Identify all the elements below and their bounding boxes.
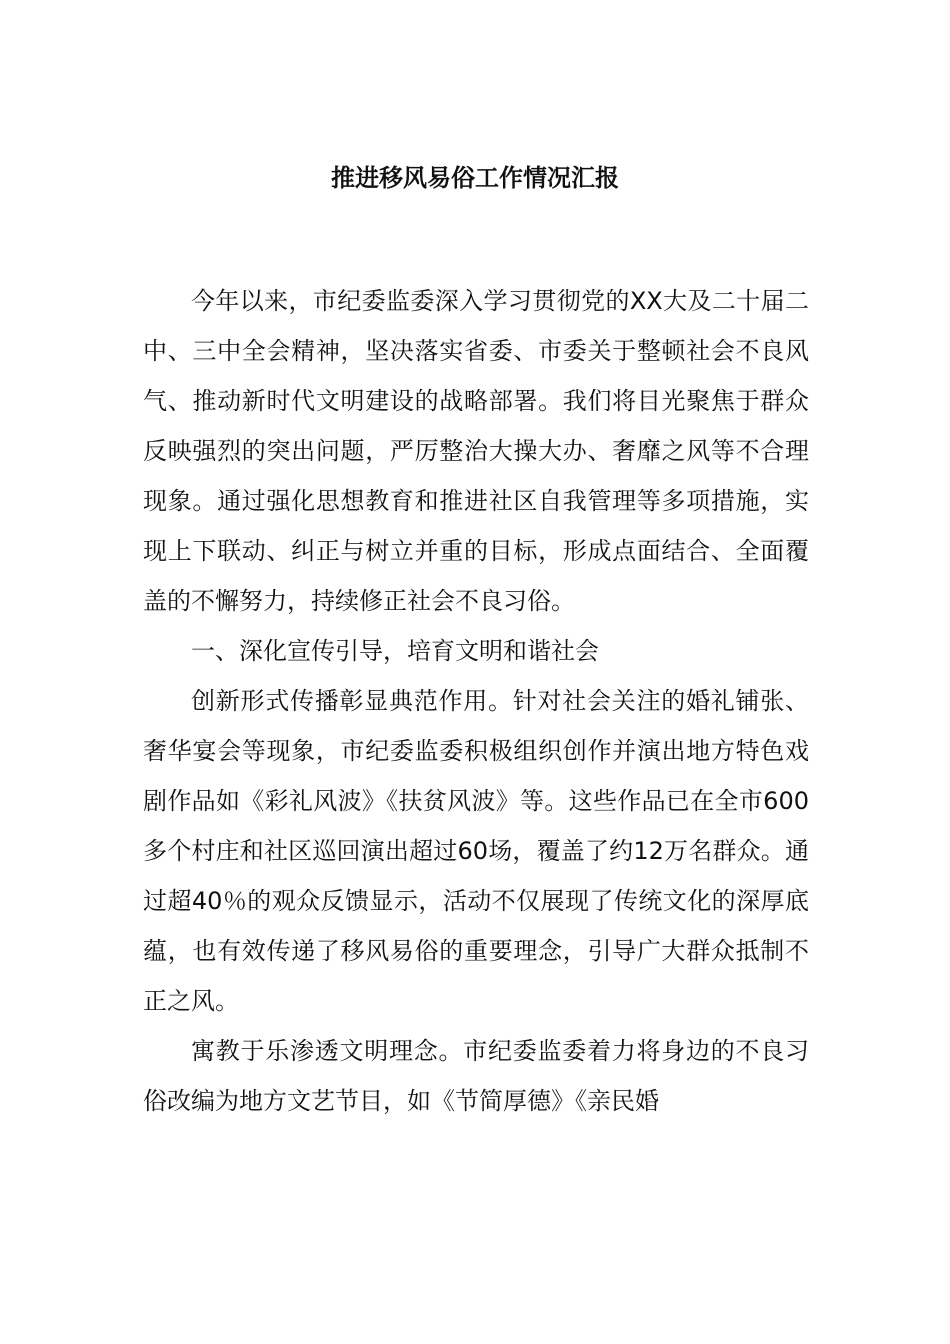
paragraph-intro: 今年以来，市纪委监委深入学习贯彻党的XX大及二十届二中、三中全会精神，坚决落实省委、市委关于整顿社会不良风气、推动新时代文明建设的战略部署。我们将目光聚焦于群众反映强烈的突出问题，严厉整治大操大办、奢靡之风等不合理现象。通过强化思想教育和推进社区自我管理等多项措施，实现上下联动、纠正与树立并重的目标，形成点面结合、全面覆盖的不懈努力，持续修正社会不良习俗。	[143, 287, 809, 615]
paragraph-publicity: 创新形式传播彰显典范作用。针对社会关注的婚礼铺张、奢华宴会等现象，市纪委监委积极组织创作并演出地方特色戏剧作品如《彩礼风波》《扶贫风波》等。这些作品已在全市600多个村庄和社区巡回演出超过60场，覆盖了约12万名群众。通过超40％的观众反馈显示，活动不仅展现了传统文化的深厚底蕴，也有效传递了移风易俗的重要理念，引导广大群众抵制不正之风。	[143, 687, 809, 1015]
section-heading-1: 一、深化宣传引导，培育文明和谐社会	[191, 637, 599, 665]
document-body	[143, 276, 809, 1126]
paragraph-entertainment: 寓教于乐渗透文明理念。市纪委监委着力将身边的不良习俗改编为地方文艺节目，如《节简厚德》《亲民婚	[143, 1037, 809, 1115]
document-title: 推进移风易俗工作情况汇报	[331, 164, 619, 192]
